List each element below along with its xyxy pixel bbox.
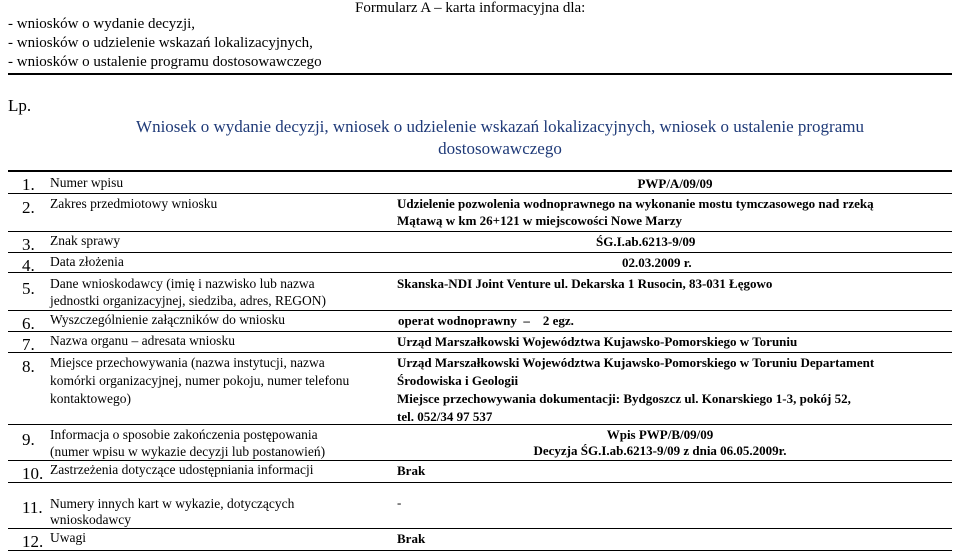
section-heading: [80, 116, 920, 160]
row-label: komórki organizacyjnej, numer pokoju, numer telefonu: [50, 373, 350, 388]
row-label: (numer wpisu w wykazie decyzji lub postanowień): [50, 444, 326, 459]
divider: [8, 528, 952, 529]
row-label: Uwagi: [50, 530, 86, 545]
divider: [8, 550, 952, 551]
divider: [8, 170, 952, 172]
row-label: Numer wpisu: [50, 175, 124, 190]
lp-label: Lp.: [8, 96, 32, 115]
row-value: Brak: [397, 531, 426, 546]
row-value: Udzielenie pozwolenia wodnoprawnego na wykonanie mostu tymczasowego nad rzeką: [397, 196, 874, 211]
row-value: -: [397, 495, 402, 510]
row-value: Urząd Marszałkowski Województwa Kujawsko-Pomorskiego w Toruniu: [397, 334, 798, 349]
divider: [8, 482, 952, 483]
row-number: 12.: [22, 532, 44, 551]
row-value: Decyzja ŚG.I.ab.6213-9/09 z dnia 06.05.2009r.: [533, 443, 787, 458]
divider: [8, 310, 952, 311]
row-number: 4.: [22, 256, 35, 275]
row-value: Mątawą w km 26+121 w miejscowości Nowe Marzy: [397, 213, 683, 228]
row-number: 8.: [22, 357, 35, 376]
row-value: Środowiska i Geologii: [397, 373, 519, 388]
row-label: Wyszczególnienie załączników do wniosku: [50, 312, 285, 327]
row-value: tel. 052/34 97 537: [397, 409, 493, 424]
divider: [8, 193, 952, 194]
divider: [8, 352, 952, 353]
divider: [8, 231, 952, 232]
row-number: 9.: [22, 430, 35, 449]
row-label: Informacja o sposobie zakończenia postępowania: [50, 427, 318, 442]
row-value: 02.03.2009 r.: [622, 255, 692, 270]
row-label: Data złożenia: [50, 254, 124, 269]
row-value: Wpis PWP/B/09/09: [606, 427, 714, 442]
row-label: Zakres przedmiotowy wniosku: [50, 196, 218, 211]
row-label: jednostki organizacyjnej, siedziba, adres, REGON): [50, 293, 327, 308]
row-label: Miejsce przechowywania (nazwa instytucji, nazwa: [50, 355, 325, 370]
row-label: Nazwa organu – adresata wniosku: [50, 333, 235, 348]
row-number: 11.: [22, 498, 43, 517]
row-label: Znak sprawy: [50, 233, 121, 248]
row-label: Zastrzeżenia dotyczące udostępniania informacji: [50, 462, 314, 477]
row-value: Brak: [397, 463, 426, 478]
row-label: kontaktowego): [50, 391, 131, 406]
divider: [8, 331, 952, 332]
row-number: 10.: [22, 464, 44, 483]
header-line-3: - wniosków o ustalenie programu dostosowawczego: [8, 54, 322, 70]
row-number: 7.: [22, 335, 35, 354]
divider: [8, 424, 952, 425]
row-number: 6.: [22, 314, 35, 333]
section-heading-line-1: Wniosek o wydanie decyzji, wniosek o udzielenie wskazań lokalizacyjnych, wniosek o ustalenie programu: [136, 117, 864, 136]
row-value: Skanska-NDI Joint Venture ul. Dekarska 1 Rusocin, 83-031 Łęgowo: [397, 276, 773, 291]
row-number: 1.: [22, 175, 35, 194]
row-value: ŚG.I.ab.6213-9/09: [596, 234, 696, 249]
row-number: 2.: [22, 198, 35, 217]
divider: [8, 252, 952, 253]
divider: [8, 460, 952, 461]
row-value: operat wodnoprawny – 2 egz.: [398, 313, 574, 328]
row-value: Miejsce przechowywania dokumentacji: Bydgoszcz ul. Konarskiego 1-3, pokój 52,: [397, 391, 851, 406]
row-label: Dane wnioskodawcy (imię i nazwisko lub nazwa: [50, 276, 315, 291]
row-number: 3.: [22, 235, 35, 254]
header-line-2: - wniosków o udzielenie wskazań lokalizacyjnych,: [8, 35, 313, 51]
divider: [8, 272, 952, 273]
row-value: PWP/A/09/09: [637, 176, 713, 191]
header-line-1: - wniosków o wydanie decyzji,: [8, 16, 196, 32]
row-label: wnioskodawcy: [50, 512, 131, 527]
row-number: 5.: [22, 279, 35, 298]
divider: [8, 73, 952, 75]
section-heading-line-2: dostosowawczego: [438, 139, 562, 158]
row-value: Urząd Marszałkowski Województwa Kujawsko-Pomorskiego w Toruniu Departament: [397, 355, 875, 370]
form-title: Formularz A – karta informacyjna dla:: [355, 0, 586, 16]
row-label: Numery innych kart w wykazie, dotyczących: [50, 496, 295, 511]
